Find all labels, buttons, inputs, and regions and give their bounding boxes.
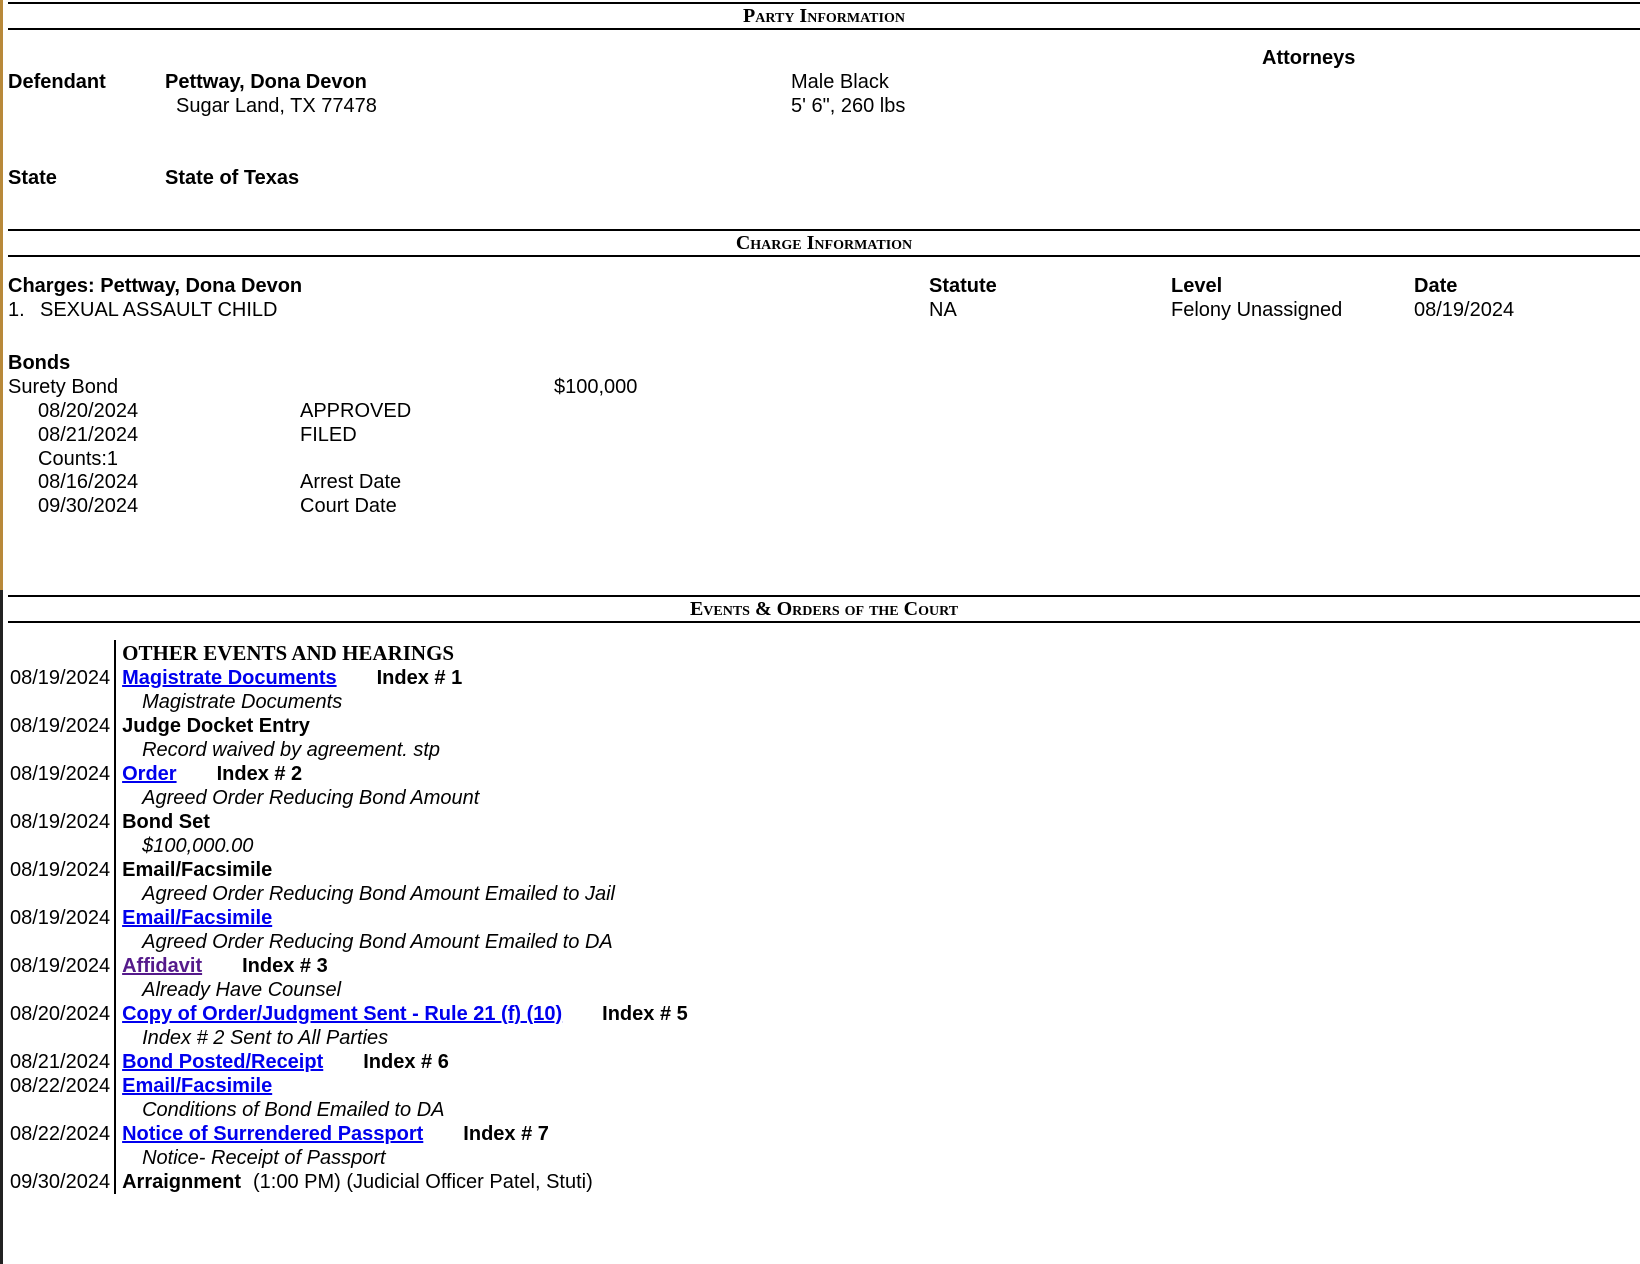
- event-row: [8, 906, 688, 954]
- event-title-link[interactable]: Order: [122, 763, 177, 785]
- event-detail: (1:00 PM) (Judicial Officer Patel, Stuti): [253, 1171, 593, 1193]
- event-row: [8, 954, 688, 1002]
- bond-entry-date: 08/21/2024: [38, 424, 139, 446]
- defendant-address: Sugar Land, TX 77478: [176, 95, 377, 117]
- event-row: [8, 858, 688, 906]
- event-date: 08/19/2024: [8, 762, 115, 810]
- event-title-link[interactable]: Affidavit: [122, 955, 203, 977]
- party-information-header: Party Information: [8, 2, 1640, 30]
- bond-type: Surety Bond: [8, 376, 119, 398]
- events-table: [8, 640, 688, 1194]
- event-date: 08/19/2024: [8, 714, 115, 762]
- bond-counts: Counts:1: [38, 448, 119, 470]
- event-index: Index # 3: [242, 955, 328, 977]
- event-row: [8, 1122, 688, 1170]
- event-row: [8, 762, 688, 810]
- event-description: Magistrate Documents: [142, 691, 343, 713]
- event-description: Notice- Receipt of Passport: [142, 1147, 386, 1169]
- event-index: Index # 5: [602, 1003, 688, 1025]
- event-title-link[interactable]: Bond Posted/Receipt: [122, 1051, 324, 1073]
- event-index: Index # 7: [463, 1123, 549, 1145]
- event-row: [8, 810, 688, 858]
- charges-header: Charges: Pettway, Dona Devon: [8, 275, 303, 297]
- event-date: 08/19/2024: [8, 954, 115, 1002]
- court-date-value: 09/30/2024: [38, 495, 139, 517]
- event-description: Agreed Order Reducing Bond Amount: [142, 787, 480, 809]
- event-row: [8, 1074, 688, 1122]
- event-description: Agreed Order Reducing Bond Amount Emailed to DA: [142, 931, 613, 953]
- bonds-header: Bonds: [8, 352, 71, 374]
- event-description: Index # 2 Sent to All Parties: [142, 1027, 389, 1049]
- charge-description: SEXUAL ASSAULT CHILD: [40, 299, 278, 321]
- event-date: 08/19/2024: [8, 906, 115, 954]
- event-title-link[interactable]: Copy of Order/Judgment Sent - Rule 21 (f) (10): [122, 1003, 563, 1025]
- charge-level: Felony Unassigned: [1171, 299, 1343, 321]
- charge-number: 1.: [8, 299, 25, 321]
- date-column-header: Date: [1414, 275, 1458, 297]
- event-description: $100,000.00: [142, 835, 254, 857]
- bond-entry-status: FILED: [300, 424, 357, 446]
- event-row: [8, 666, 688, 714]
- events-heading-row: [8, 640, 688, 666]
- event-date: 08/22/2024: [8, 1074, 115, 1122]
- event-title-link[interactable]: Notice of Surrendered Passport: [122, 1123, 424, 1145]
- event-date: 08/21/2024: [8, 1050, 115, 1074]
- event-title: Bond Set: [122, 811, 210, 833]
- event-title: Arraignment: [122, 1171, 242, 1193]
- defendant-physical: 5' 6", 260 lbs: [791, 95, 906, 117]
- level-column-header: Level: [1171, 275, 1223, 297]
- bond-entry-date: 08/20/2024: [38, 400, 139, 422]
- charge-information-header: Charge Information: [8, 229, 1640, 257]
- event-date: 08/20/2024: [8, 1002, 115, 1050]
- event-date: 08/19/2024: [8, 810, 115, 858]
- charge-date: 08/19/2024: [1414, 299, 1515, 321]
- court-date-label: Court Date: [300, 495, 397, 517]
- event-date: 08/22/2024: [8, 1122, 115, 1170]
- events-heading: OTHER EVENTS AND HEARINGS: [122, 641, 455, 665]
- defendant-name: Pettway, Dona Devon: [165, 71, 367, 93]
- bond-amount: $100,000: [554, 376, 638, 398]
- event-date: 08/19/2024: [8, 666, 115, 714]
- event-title-link[interactable]: Email/Facsimile: [122, 907, 273, 929]
- arrest-date-value: 08/16/2024: [38, 471, 139, 493]
- event-index: Index # 2: [216, 763, 303, 785]
- defendant-demographics: Male Black: [791, 71, 889, 93]
- attorneys-header: Attorneys: [1262, 47, 1356, 69]
- event-title: Judge Docket Entry: [122, 715, 310, 737]
- event-row: [8, 714, 688, 762]
- event-index: Index # 6: [363, 1051, 449, 1073]
- event-description: Record waived by agreement. stp: [142, 739, 441, 761]
- charge-statute: NA: [929, 299, 957, 321]
- event-date: 08/19/2024: [8, 858, 115, 906]
- event-title-link[interactable]: Email/Facsimile: [122, 1075, 273, 1097]
- event-title-link[interactable]: Magistrate Documents: [122, 667, 337, 689]
- state-role-label: State: [8, 167, 57, 189]
- event-date: 09/30/2024: [8, 1170, 115, 1194]
- event-description: Conditions of Bond Emailed to DA: [142, 1099, 445, 1121]
- event-row: [8, 1170, 688, 1194]
- event-description: Agreed Order Reducing Bond Amount Emailed to Jail: [142, 883, 615, 905]
- event-title: Email/Facsimile: [122, 859, 273, 881]
- window-edge-lower: [0, 590, 3, 1264]
- event-index: Index # 1: [376, 667, 463, 689]
- bond-entry-status: APPROVED: [300, 400, 412, 422]
- state-name: State of Texas: [165, 167, 300, 189]
- defendant-role-label: Defendant: [8, 71, 106, 93]
- statute-column-header: Statute: [929, 275, 997, 297]
- event-row: [8, 1050, 688, 1074]
- arrest-date-label: Arrest Date: [300, 471, 402, 493]
- event-description: Already Have Counsel: [142, 979, 342, 1001]
- events-orders-header: Events & Orders of the Court: [8, 595, 1640, 623]
- event-row: [8, 1002, 688, 1050]
